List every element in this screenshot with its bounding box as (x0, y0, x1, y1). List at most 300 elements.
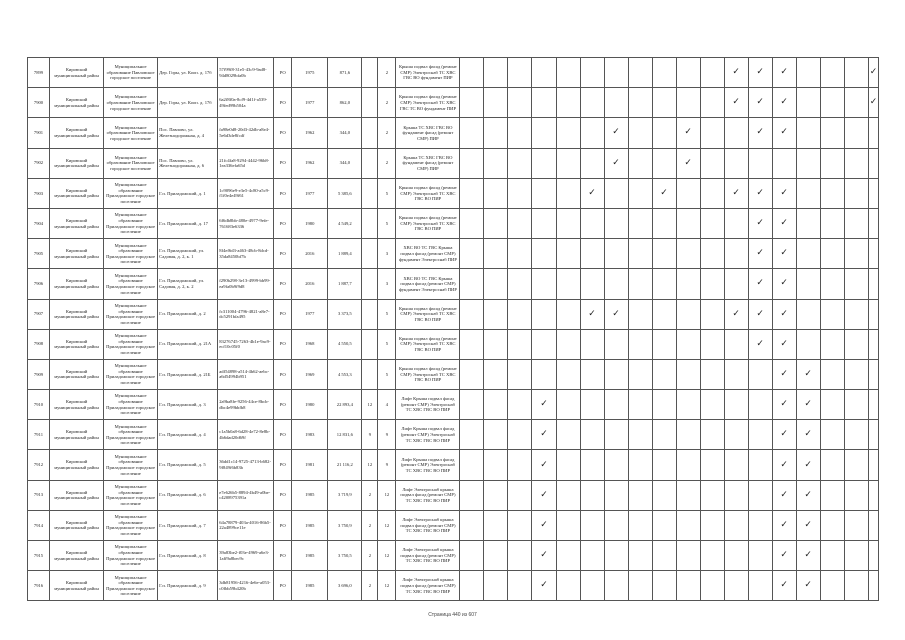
entrances-cell: 5 (378, 299, 396, 329)
empty-check-cell (484, 88, 508, 118)
empty-check-cell (484, 148, 508, 178)
empty-check-cell (724, 359, 748, 389)
works-cell: Крыша подвал фасад (ремонт СМР) Электроснаб ТС ХВС ГВС ВО ПИР (396, 299, 460, 329)
empty-check-cell (868, 420, 878, 450)
year-cell: 1985 (292, 510, 328, 540)
empty-check-cell (844, 208, 868, 238)
register-sheet (27, 57, 879, 597)
empty-check-cell (700, 58, 724, 88)
floors-cell (362, 178, 378, 208)
empty-check-cell (700, 390, 724, 420)
settlement-cell: Муниципальное образование Приладожское городское поселение (104, 480, 158, 510)
empty-check-cell (460, 88, 484, 118)
empty-check-cell (868, 178, 878, 208)
check-mark-icon: ✓ (772, 299, 796, 329)
empty-check-cell (676, 359, 700, 389)
check-mark-icon: ✓ (796, 510, 820, 540)
check-mark-icon: ✓ (580, 299, 604, 329)
address-cell: Г.п. Приладожский, д. 17 (158, 208, 218, 238)
empty-check-cell (460, 148, 484, 178)
year-cell: 1981 (292, 450, 328, 480)
type-cell: РО (274, 148, 292, 178)
works-cell: ХВС ВО ТС ГВС Крыша подвал фасад (ремонт СМР) фундамент Электроснаб ПИР (396, 239, 460, 269)
entrances-cell: 5 (378, 329, 396, 359)
settlement-cell: Муниципальное образование Павловское городское поселение (104, 88, 158, 118)
check-mark-icon: ✓ (772, 541, 796, 571)
empty-check-cell (460, 178, 484, 208)
settlement-cell: Муниципальное образование Приладожское городское поселение (104, 178, 158, 208)
type-cell: РО (274, 269, 292, 299)
empty-check-cell (724, 329, 748, 359)
type-cell: РО (274, 208, 292, 238)
empty-check-cell (460, 58, 484, 88)
type-cell: РО (274, 541, 292, 571)
check-mark-icon: ✓ (532, 420, 556, 450)
empty-check-cell (844, 118, 868, 148)
empty-check-cell (868, 510, 878, 540)
empty-check-cell (868, 359, 878, 389)
empty-check-cell (820, 510, 844, 540)
guid-cell: 6a2f8f0a-8cf9-4d1f-a539-49fed99b504a (218, 88, 274, 118)
type-cell: РО (274, 390, 292, 420)
empty-check-cell (820, 239, 844, 269)
empty-check-cell (484, 571, 508, 601)
check-mark-icon: ✓ (748, 299, 772, 329)
empty-check-cell (700, 178, 724, 208)
empty-check-cell (868, 480, 878, 510)
empty-check-cell (580, 239, 604, 269)
empty-check-cell (508, 390, 532, 420)
empty-check-cell (460, 541, 484, 571)
empty-check-cell (724, 510, 748, 540)
empty-check-cell (844, 269, 868, 299)
empty-check-cell (796, 208, 820, 238)
empty-check-cell (460, 390, 484, 420)
empty-check-cell (460, 269, 484, 299)
check-mark-icon: ✓ (724, 299, 748, 329)
check-mark-icon: ✓ (772, 571, 796, 601)
entrances-cell: 5 (378, 178, 396, 208)
empty-check-cell (508, 480, 532, 510)
settlement-cell: Муниципальное образование Приладожское городское поселение (104, 359, 158, 389)
empty-check-cell (724, 269, 748, 299)
empty-check-cell (484, 420, 508, 450)
year-cell: 1968 (292, 329, 328, 359)
empty-check-cell (628, 299, 652, 329)
settlement-cell: Муниципальное образование Приладожское городское поселение (104, 510, 158, 540)
empty-check-cell (844, 541, 868, 571)
empty-check-cell (604, 239, 628, 269)
empty-check-cell (460, 450, 484, 480)
entrances-cell: 12 (378, 541, 396, 571)
address-cell: Г.п. Приладожский, д. 6 (158, 480, 218, 510)
empty-check-cell (460, 239, 484, 269)
empty-check-cell (868, 299, 878, 329)
row-number: 7911 (28, 420, 50, 450)
row-number: 7912 (28, 450, 50, 480)
empty-check-cell (628, 480, 652, 510)
check-mark-icon: ✓ (604, 299, 628, 329)
empty-check-cell (844, 359, 868, 389)
district-cell: Кировский муниципальный район (50, 510, 104, 540)
area-cell: 3 696,0 (328, 571, 362, 601)
floors-cell (362, 239, 378, 269)
empty-check-cell (580, 88, 604, 118)
empty-check-cell (748, 390, 772, 420)
empty-check-cell (556, 269, 580, 299)
district-cell: Кировский муниципальный район (50, 480, 104, 510)
empty-check-cell (796, 239, 820, 269)
empty-check-cell (484, 510, 508, 540)
address-cell: Г.п. Приладожский, ул. Садовая, д. 2, к. 1 (158, 239, 218, 269)
check-mark-icon: ✓ (532, 541, 556, 571)
empty-check-cell (508, 88, 532, 118)
type-cell: РО (274, 571, 292, 601)
table-row (28, 58, 879, 88)
floors-cell (362, 269, 378, 299)
empty-check-cell (460, 420, 484, 450)
type-cell: РО (274, 510, 292, 540)
area-cell: 344,0 (328, 118, 362, 148)
address-cell: Дер. Горы, ул. Кооп. д. 17б (158, 58, 218, 88)
empty-check-cell (844, 148, 868, 178)
empty-check-cell (652, 239, 676, 269)
guid-cell: 39a83be2-f03e-4969-a6e3-1aff9a8bec9c (218, 541, 274, 571)
empty-check-cell (580, 329, 604, 359)
area-cell: 4 549,2 (328, 208, 362, 238)
row-number: 7915 (28, 541, 50, 571)
empty-check-cell (580, 420, 604, 450)
empty-check-cell (604, 541, 628, 571)
works-cell: Крыша подвал фасад (ремонт СМР) Электроснаб ТС ХВС ГВС ВО ПИР (396, 208, 460, 238)
check-mark-icon: ✓ (868, 58, 878, 88)
check-mark-icon: ✓ (796, 571, 820, 601)
empty-check-cell (628, 420, 652, 450)
guid-cell: 36dd1c14-9725-4713-b682-9f849f6b83b (218, 450, 274, 480)
empty-check-cell (484, 208, 508, 238)
empty-check-cell (796, 148, 820, 178)
check-mark-icon: ✓ (724, 178, 748, 208)
area-cell: 3 719,9 (328, 480, 362, 510)
type-cell: РО (274, 359, 292, 389)
year-cell: 1980 (292, 208, 328, 238)
empty-check-cell (508, 208, 532, 238)
empty-check-cell (676, 58, 700, 88)
district-cell: Кировский муниципальный район (50, 208, 104, 238)
address-cell: Г.п. Приладожский, д. 2 (158, 299, 218, 329)
floors-cell (362, 88, 378, 118)
empty-check-cell (628, 88, 652, 118)
empty-check-cell (724, 118, 748, 148)
guid-cell: 8f4ef6d3-a463-48cb-8dcd-35da8450bf7b (218, 239, 274, 269)
empty-check-cell (676, 299, 700, 329)
empty-check-cell (460, 299, 484, 329)
empty-check-cell (604, 450, 628, 480)
area-cell: 3 373,5 (328, 299, 362, 329)
empty-check-cell (580, 148, 604, 178)
floors-cell (362, 148, 378, 178)
guid-cell: 6f6db8bb-480e-4977-9efe-761683e6336 (218, 208, 274, 238)
empty-check-cell (820, 541, 844, 571)
table-row (28, 480, 879, 510)
check-mark-icon: ✓ (772, 58, 796, 88)
empty-check-cell (556, 359, 580, 389)
empty-check-cell (508, 420, 532, 450)
empty-check-cell (556, 541, 580, 571)
empty-check-cell (532, 359, 556, 389)
row-number: 7902 (28, 148, 50, 178)
empty-check-cell (532, 208, 556, 238)
empty-check-cell (556, 480, 580, 510)
empty-check-cell (604, 571, 628, 601)
address-cell: Г.п. Приладожский, д. 1 (158, 178, 218, 208)
address-cell: Г.п. Приладожский, ул. Садовая, д. 2, к. 2 (158, 269, 218, 299)
table-row (28, 299, 879, 329)
empty-check-cell (484, 118, 508, 148)
entrances-cell: 2 (378, 88, 396, 118)
year-cell: 1985 (292, 541, 328, 571)
check-mark-icon: ✓ (772, 208, 796, 238)
floors-cell (362, 299, 378, 329)
empty-check-cell (676, 510, 700, 540)
empty-check-cell (580, 571, 604, 601)
empty-check-cell (844, 329, 868, 359)
area-cell: 871,6 (328, 58, 362, 88)
empty-check-cell (700, 329, 724, 359)
district-cell: Кировский муниципальный район (50, 88, 104, 118)
empty-check-cell (652, 88, 676, 118)
floors-cell (362, 329, 378, 359)
address-cell: Г.п. Приладожский, д. 21Б (158, 359, 218, 389)
address-cell: Г.п. Приладожский, д. 5 (158, 450, 218, 480)
housing-register-table (27, 57, 879, 601)
empty-check-cell (628, 541, 652, 571)
empty-check-cell (556, 178, 580, 208)
empty-check-cell (484, 178, 508, 208)
empty-check-cell (484, 450, 508, 480)
table-row (28, 510, 879, 540)
empty-check-cell (844, 58, 868, 88)
district-cell: Кировский муниципальный район (50, 390, 104, 420)
empty-check-cell (748, 541, 772, 571)
floors-cell: 12 (362, 450, 378, 480)
empty-check-cell (508, 148, 532, 178)
empty-check-cell (556, 88, 580, 118)
empty-check-cell (484, 359, 508, 389)
district-cell: Кировский муниципальный район (50, 420, 104, 450)
type-cell: РО (274, 329, 292, 359)
empty-check-cell (820, 148, 844, 178)
empty-check-cell (796, 58, 820, 88)
check-mark-icon: ✓ (772, 510, 796, 540)
table-row (28, 359, 879, 389)
check-mark-icon: ✓ (796, 450, 820, 480)
empty-check-cell (628, 118, 652, 148)
year-cell: 1980 (292, 390, 328, 420)
settlement-cell: Муниципальное образование Приладожское городское поселение (104, 269, 158, 299)
check-mark-icon: ✓ (796, 480, 820, 510)
year-cell: 1985 (292, 571, 328, 601)
empty-check-cell (820, 420, 844, 450)
year-cell: 2016 (292, 239, 328, 269)
empty-check-cell (460, 510, 484, 540)
check-mark-icon: ✓ (748, 329, 772, 359)
empty-check-cell (508, 269, 532, 299)
works-cell: Лифт Электроснаб крыша подвал фасад (ремонт СМР) ТС ХВС ГВС ВО ПИР (396, 541, 460, 571)
check-mark-icon: ✓ (772, 178, 796, 208)
empty-check-cell (676, 571, 700, 601)
empty-check-cell (532, 88, 556, 118)
empty-check-cell (772, 148, 796, 178)
empty-check-cell (532, 178, 556, 208)
empty-check-cell (508, 118, 532, 148)
district-cell: Кировский муниципальный район (50, 239, 104, 269)
empty-check-cell (868, 390, 878, 420)
check-mark-icon: ✓ (532, 450, 556, 480)
check-mark-icon: ✓ (772, 118, 796, 148)
entrances-cell: 2 (378, 58, 396, 88)
address-cell: Г.п. Приладожский, д. 8 (158, 541, 218, 571)
empty-check-cell (748, 480, 772, 510)
entrances-cell: 9 (378, 420, 396, 450)
year-cell: 1975 (292, 58, 328, 88)
empty-check-cell (652, 58, 676, 88)
empty-check-cell (484, 269, 508, 299)
row-number: 7908 (28, 329, 50, 359)
empty-check-cell (748, 510, 772, 540)
empty-check-cell (796, 299, 820, 329)
guid-cell: 3db81956-4216-4e6e-a053-c0fbb59b420b (218, 571, 274, 601)
check-mark-icon: ✓ (532, 390, 556, 420)
empty-check-cell (820, 208, 844, 238)
works-cell: Крыша подвал фасад (ремонт СМР) Электроснаб ТС ХВС ГВС ВО фундамент ПИР (396, 58, 460, 88)
empty-check-cell (580, 390, 604, 420)
empty-check-cell (604, 269, 628, 299)
empty-check-cell (604, 510, 628, 540)
empty-check-cell (628, 178, 652, 208)
empty-check-cell (580, 510, 604, 540)
entrances-cell: 2 (378, 148, 396, 178)
empty-check-cell (460, 480, 484, 510)
guid-cell: 21fc4fa8-9294-4442-96b8-1ea336efa65d (218, 148, 274, 178)
empty-check-cell (508, 178, 532, 208)
empty-check-cell (820, 359, 844, 389)
entrances-cell: 3 (378, 239, 396, 269)
floors-cell: 2 (362, 480, 378, 510)
empty-check-cell (844, 178, 868, 208)
works-cell: ХВС ВО ТС ГВС Крыша подвал фасад (ремонт СМР) фундамент Электроснаб ПИР (396, 269, 460, 299)
entrances-cell: 9 (378, 450, 396, 480)
address-cell: Г.п. Приладожский, д. 9 (158, 571, 218, 601)
check-mark-icon: ✓ (796, 359, 820, 389)
empty-check-cell (724, 450, 748, 480)
table-row (28, 450, 879, 480)
empty-check-cell (532, 118, 556, 148)
type-cell: РО (274, 118, 292, 148)
settlement-cell: Муниципальное образование Приладожское городское поселение (104, 450, 158, 480)
empty-check-cell (676, 390, 700, 420)
empty-check-cell (508, 299, 532, 329)
empty-check-cell (460, 208, 484, 238)
check-mark-icon: ✓ (772, 88, 796, 118)
empty-check-cell (796, 178, 820, 208)
empty-check-cell (700, 510, 724, 540)
empty-check-cell (652, 329, 676, 359)
district-cell: Кировский муниципальный район (50, 359, 104, 389)
empty-check-cell (484, 541, 508, 571)
guid-cell: f290b298-3e13-4999-bb99-ea9fa0b9f9d8 (218, 269, 274, 299)
works-cell: Лифт Крыша подвал фасад (ремонт СМР) Электроснаб ТС ХВС ГВС ВО ПИР (396, 450, 460, 480)
works-cell: Лифт Электроснаб крыша подвал фасад (ремонт СМР) ТС ХВС ГВС ВО ПИР (396, 571, 460, 601)
empty-check-cell (724, 541, 748, 571)
check-mark-icon: ✓ (796, 541, 820, 571)
guid-cell: 57f99f8-31e5-43c9-9ad8-94d8029bfa0b (218, 58, 274, 88)
area-cell: 862,0 (328, 88, 362, 118)
works-cell: Крыша подвал фасад (ремонт СМР) Электроснаб ТС ХВС ГВС ВО ПИР (396, 178, 460, 208)
area-cell: 4 550,5 (328, 329, 362, 359)
row-number: 7916 (28, 571, 50, 601)
empty-check-cell (580, 450, 604, 480)
empty-check-cell (628, 58, 652, 88)
check-mark-icon: ✓ (772, 359, 796, 389)
entrances-cell: 5 (378, 359, 396, 389)
empty-check-cell (508, 58, 532, 88)
empty-check-cell (820, 299, 844, 329)
area-cell: 1 889,4 (328, 239, 362, 269)
empty-check-cell (508, 571, 532, 601)
area-cell: 5 385,6 (328, 178, 362, 208)
empty-check-cell (724, 420, 748, 450)
empty-check-cell (652, 299, 676, 329)
empty-check-cell (796, 329, 820, 359)
guid-cell: fc311004-4796-4821-a8e7-dc5291bfa495 (218, 299, 274, 329)
area-cell: 22 893,4 (328, 390, 362, 420)
table-row (28, 148, 879, 178)
empty-check-cell (556, 450, 580, 480)
year-cell: 1969 (292, 359, 328, 389)
empty-check-cell (604, 359, 628, 389)
empty-check-cell (508, 359, 532, 389)
empty-check-cell (868, 208, 878, 238)
area-cell: 3 750,9 (328, 510, 362, 540)
empty-check-cell (532, 239, 556, 269)
row-number: 7906 (28, 269, 50, 299)
empty-check-cell (700, 359, 724, 389)
empty-check-cell (700, 118, 724, 148)
settlement-cell: Муниципальное образование Приладожское городское поселение (104, 420, 158, 450)
table-row (28, 178, 879, 208)
floors-cell: 2 (362, 541, 378, 571)
type-cell: РО (274, 420, 292, 450)
settlement-cell: Муниципальное образование Павловское городское поселение (104, 118, 158, 148)
empty-check-cell (604, 88, 628, 118)
empty-check-cell (556, 420, 580, 450)
settlement-cell: Муниципальное образование Приладожское городское поселение (104, 571, 158, 601)
check-mark-icon: ✓ (772, 329, 796, 359)
address-cell: Г.п. Приладожский, д. 3 (158, 390, 218, 420)
empty-check-cell (484, 58, 508, 88)
check-mark-icon: ✓ (724, 58, 748, 88)
empty-check-cell (628, 269, 652, 299)
area-cell: 4 553,3 (328, 359, 362, 389)
floors-cell: 2 (362, 510, 378, 540)
empty-check-cell (628, 239, 652, 269)
empty-check-cell (796, 88, 820, 118)
guid-cell: fa98e0d8-20d3-42db-a8e4-5e6d3de8fcdf (218, 118, 274, 148)
empty-check-cell (532, 148, 556, 178)
row-number: 7899 (28, 58, 50, 88)
works-cell: Крыша подвал фасад (ремонт СМР) Электроснаб ТС ХВС ГВС ТС ВО фундамент ПИР (396, 88, 460, 118)
